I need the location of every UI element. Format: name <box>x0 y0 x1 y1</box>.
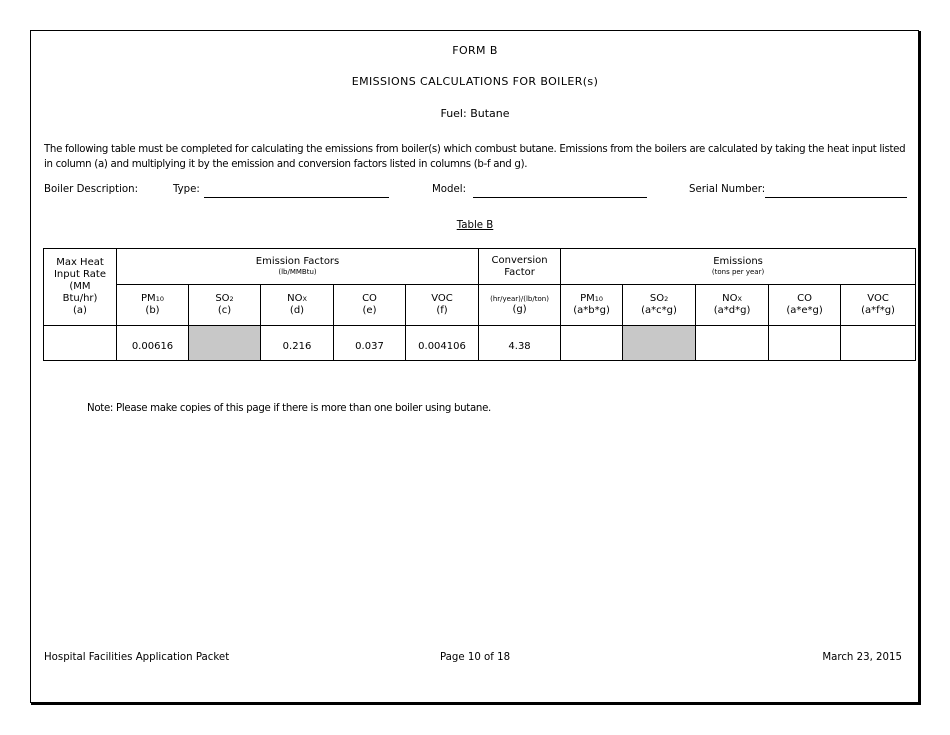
page-border <box>30 30 919 703</box>
table-caption: Table B <box>456 220 494 231</box>
nox-emissions-cell[interactable] <box>696 326 769 361</box>
pm10-factor-cell: 0.00616 <box>117 326 189 361</box>
co-factor-header: CO (e) <box>334 285 406 326</box>
serial-number-label: Serial Number: <box>689 184 766 195</box>
page-border-shadow-right <box>919 31 921 705</box>
nox-emissions-header: NOX (a*d*g) <box>696 285 769 326</box>
co-emissions-cell[interactable] <box>769 326 841 361</box>
footer-packet-name: Hospital Facilities Application Packet <box>44 652 230 663</box>
type-label: Type: <box>173 184 200 195</box>
pm10-emissions-cell[interactable] <box>561 326 623 361</box>
form-label: FORM B <box>452 44 498 57</box>
footer-page-number: Page 10 of 18 <box>439 652 511 663</box>
fuel-label: Fuel: Butane <box>440 107 510 120</box>
conversion-factor-cell: 4.38 <box>479 326 561 361</box>
so2-factor-cell <box>189 326 261 361</box>
so2-emissions-cell <box>623 326 696 361</box>
nox-factor-header: NOX (d) <box>261 285 334 326</box>
voc-factor-cell: 0.004106 <box>406 326 479 361</box>
serial-number-field[interactable] <box>765 197 907 198</box>
voc-emissions-cell[interactable] <box>841 326 916 361</box>
emission-factors-header: Emission Factors (lb/MMBtu) <box>117 249 479 285</box>
instructions-paragraph: The following table must be completed for calculating the emissions from boiler(s) which combust butane. Emissions from the boilers are calculated by taking the heat input listed in column (a) and multiplying it by the emission and conversion factors listed in columns (b-f and g). <box>44 144 906 170</box>
emissions-header: Emissions (tons per year) <box>561 249 916 285</box>
type-field[interactable] <box>204 197 389 198</box>
model-label: Model: <box>432 184 467 195</box>
pm10-emissions-header: PM10 (a*b*g) <box>561 285 623 326</box>
boiler-description-label: Boiler Description: <box>44 184 139 195</box>
nox-factor-cell: 0.216 <box>261 326 334 361</box>
page-title: EMISSIONS CALCULATIONS FOR BOILER(s) <box>351 75 599 88</box>
voc-emissions-header: VOC (a*f*g) <box>841 285 916 326</box>
model-field[interactable] <box>473 197 647 198</box>
emissions-table <box>43 248 916 361</box>
so2-emissions-header: SO2 (a*c*g) <box>623 285 696 326</box>
footer-date: March 23, 2015 <box>822 652 902 663</box>
so2-factor-header: SO2 (c) <box>189 285 261 326</box>
max-heat-input-cell[interactable] <box>44 326 117 361</box>
max-heat-input-header: Max Heat Input Rate (MM Btu/hr) (a) <box>44 249 117 326</box>
page-border-shadow-bottom <box>31 703 921 705</box>
pm10-factor-header: PM10 (b) <box>117 285 189 326</box>
conversion-factor-unit-header: (hr/year)/(lb/ton) (g) <box>479 285 561 326</box>
co-emissions-header: CO (a*e*g) <box>769 285 841 326</box>
voc-factor-header: VOC (f) <box>406 285 479 326</box>
boiler-info-row <box>44 184 910 200</box>
conversion-factor-header: Conversion Factor <box>479 249 561 285</box>
copy-note: Note: Please make copies of this page if there is more than one boiler using butane. <box>87 403 491 414</box>
co-factor-cell: 0.037 <box>334 326 406 361</box>
table-row <box>44 326 916 361</box>
